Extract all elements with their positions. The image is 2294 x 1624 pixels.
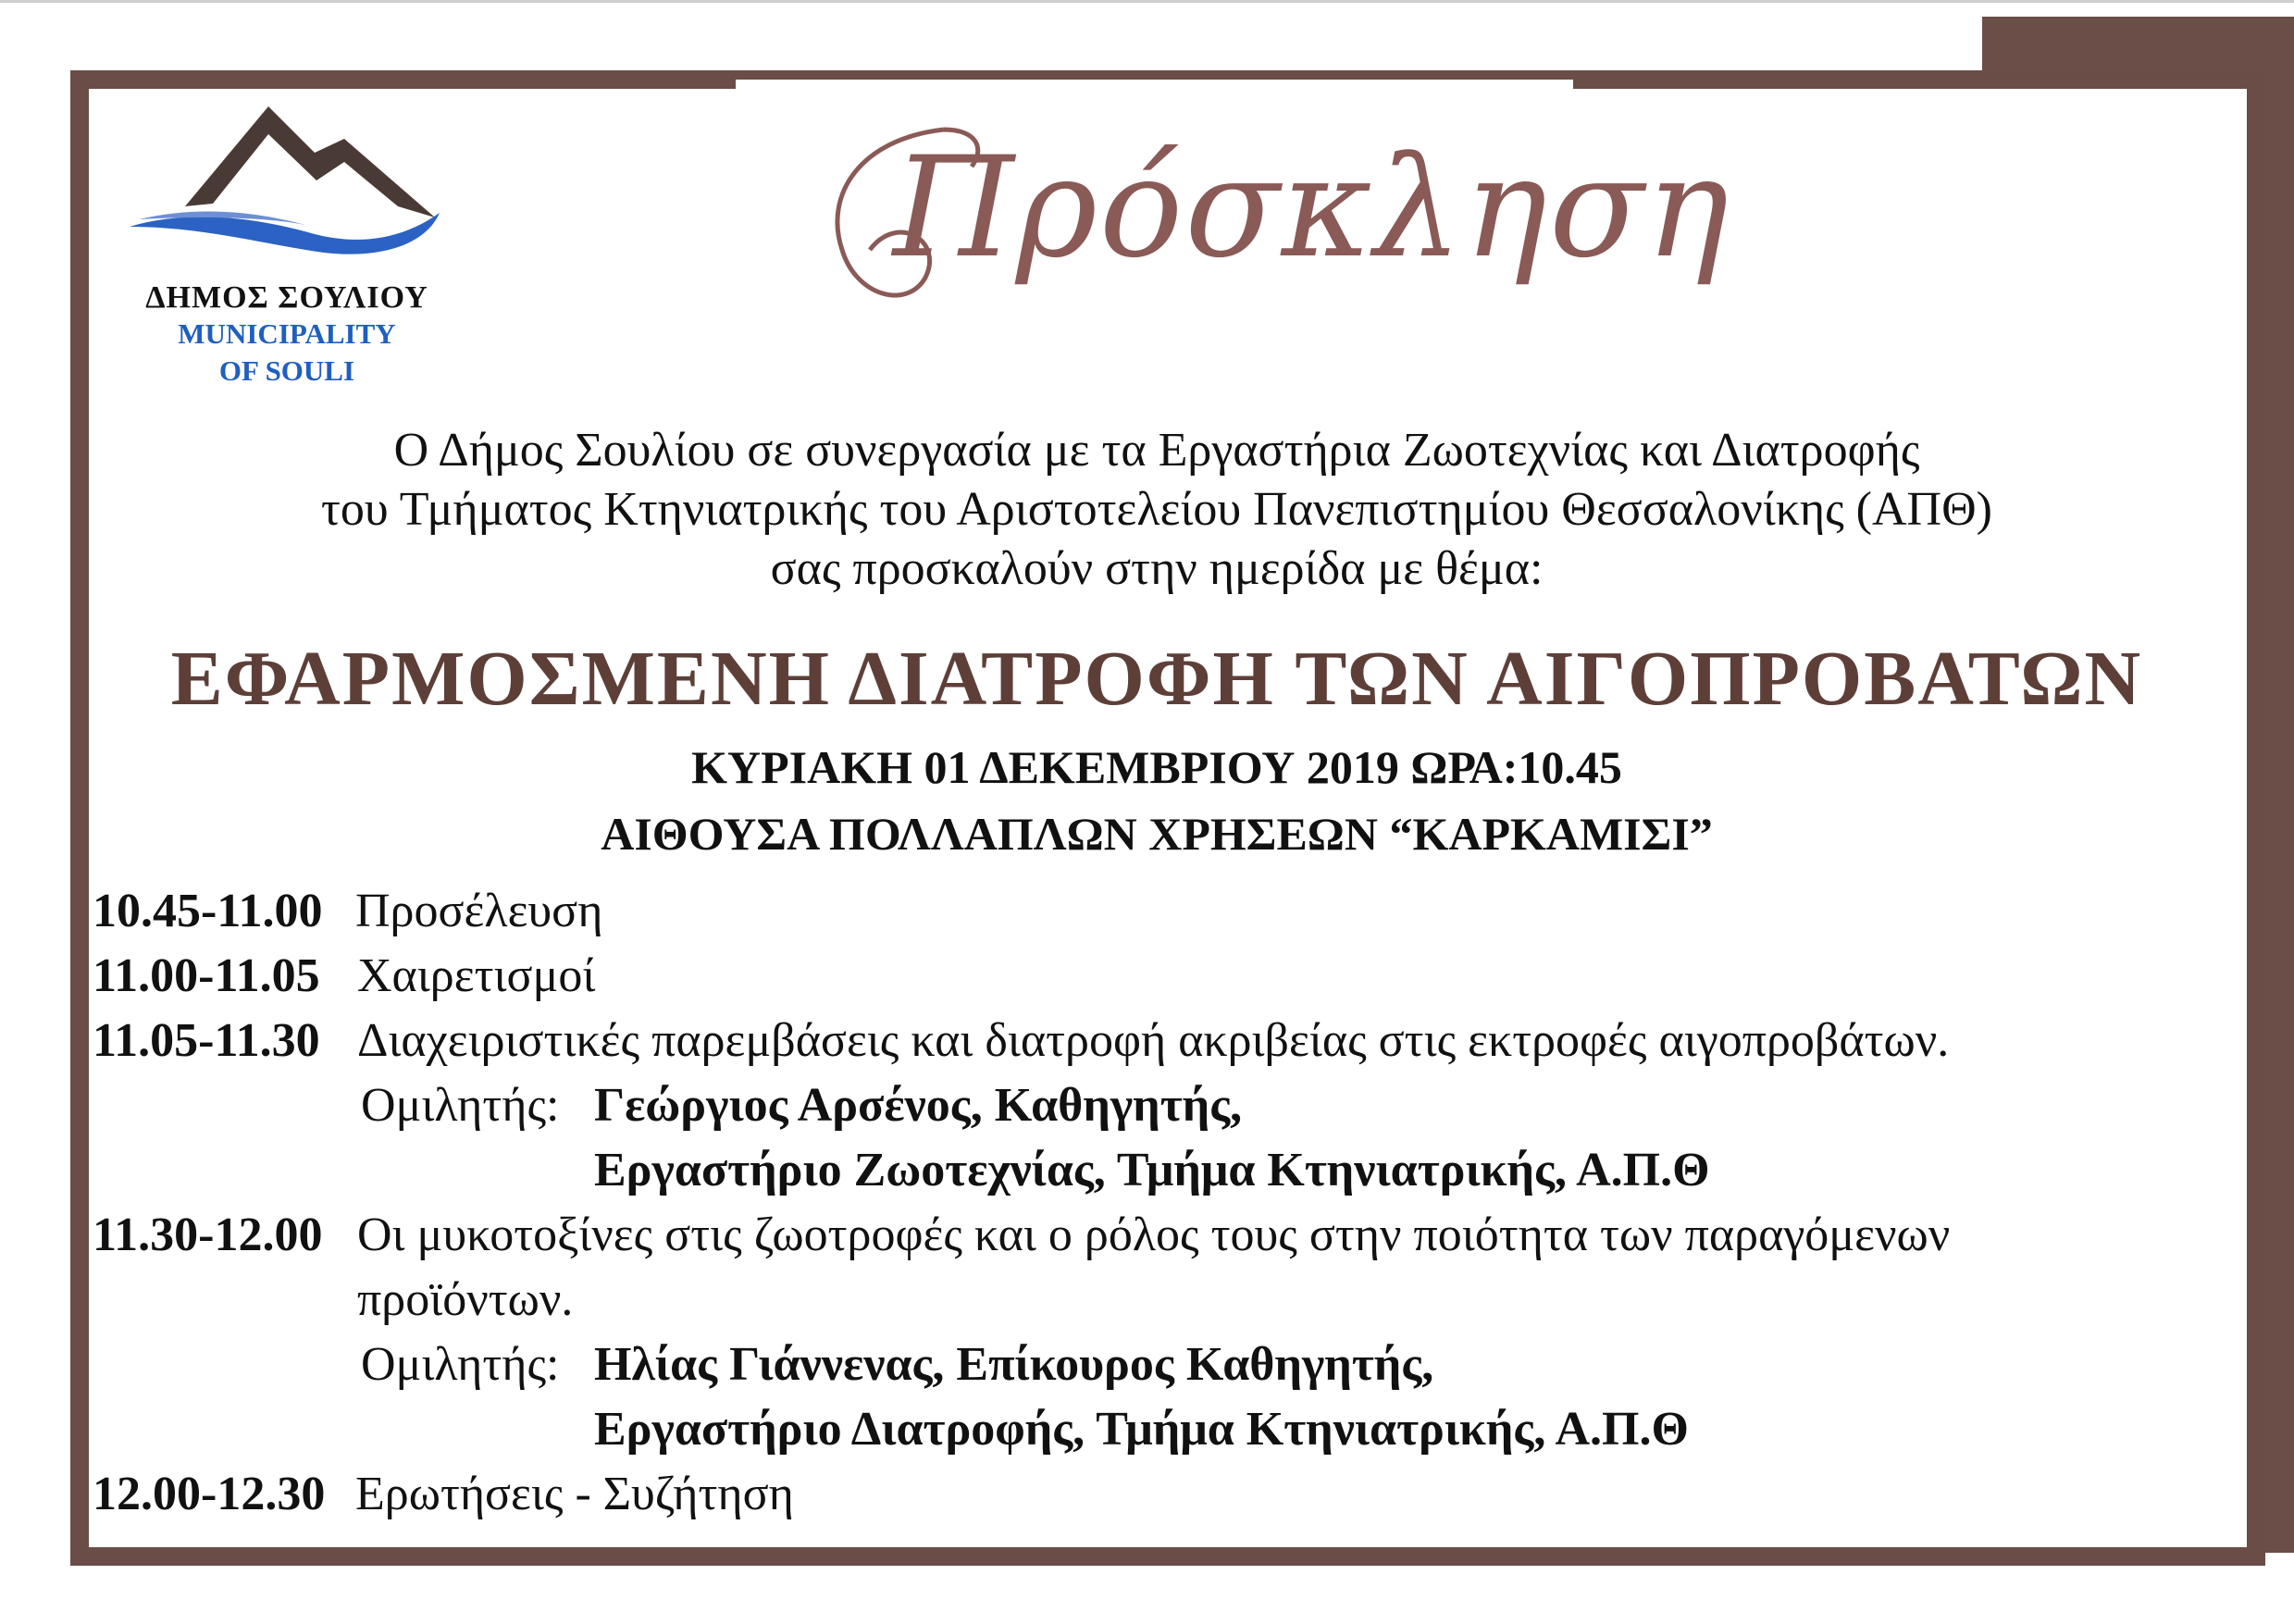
- speaker-name: Ηλίας Γιάννενας, Επίκουρος Καθηγητής,: [594, 1338, 1434, 1391]
- program-title: Προσέλευση: [355, 885, 603, 937]
- event-headline: ΕΦΑΡΜΟΣΜΕΝΗ ΔΙΑΤΡΟΦΗ ΤΩΝ ΑΙΓΟΠΡΟΒΑΤΩΝ: [170, 636, 2143, 722]
- event-venue: ΑΙΘΟΥΣΑ ΠΟΛΛΑΠΛΩΝ ΧΡΗΣΕΩΝ “ΚΑΡΚΑΜΙΣΙ”: [601, 808, 1713, 860]
- program-title: Χαιρετισμοί: [357, 949, 596, 1002]
- event-date-time: ΚΥΡΙΑΚΗ 01 ΔΕΚΕΜΒΡΙΟΥ 2019 ΩΡΑ:10.45: [691, 741, 1622, 793]
- program-speaker-row: [93, 1333, 2221, 1397]
- program-affiliation-row: [93, 1397, 2221, 1462]
- top-rule: [0, 0, 2294, 3]
- program-title: Διαχειριστικές παρεμβάσεις και διατροφή ακριβείας στις εκτροφές αιγοπροβάτων.: [357, 1014, 1950, 1067]
- program-time: 12.00-12.30: [93, 1468, 326, 1520]
- speaker-label: Ομιλητής:: [361, 1338, 560, 1391]
- page-title: Πρόσκληση: [893, 128, 1731, 289]
- speaker-name: Γεώργιος Αρσένος, Καθηγητής,: [594, 1079, 1243, 1132]
- program-time: 11.30-12.00: [93, 1209, 323, 1261]
- program-title-continuation: [93, 1268, 2221, 1333]
- program-time: 10.45-11.00: [93, 885, 323, 937]
- speaker-affiliation: Εργαστήριο Διατροφής, Τμήμα Κτηνιατρικής, Α.Π.Θ: [594, 1403, 1689, 1456]
- program-time: 11.00-11.05: [93, 949, 320, 1002]
- mountain-wave-icon: [130, 88, 444, 282]
- program-item: [93, 944, 2221, 1009]
- program-item: [93, 1462, 2221, 1527]
- program-title-cont: προϊόντων.: [357, 1273, 574, 1326]
- program-title: Οι μυκοτοξίνες στις ζωοτροφές και ο ρόλος τους στην ποιότητα των παραγόμενων: [357, 1209, 1951, 1261]
- speaker-label: Ομιλητής:: [361, 1079, 560, 1132]
- program-affiliation-row: [93, 1138, 2221, 1203]
- logo-english-line1: MUNICIPALITY: [178, 317, 396, 350]
- municipality-logo: [130, 88, 444, 393]
- speaker-affiliation: Εργαστήριο Ζωοτεχνίας, Τμήμα Κτηνιατρικής, Α.Π.Θ: [594, 1144, 1710, 1196]
- program-time: 11.05-11.30: [93, 1014, 320, 1067]
- program-list: [93, 879, 2221, 1527]
- program-speaker-row: [93, 1073, 2221, 1138]
- intro-line-1: Ο Δήμος Σουλίου σε συνεργασία με τα Εργαστήρια Ζωοτεχνίας και Διατροφής: [393, 424, 1920, 477]
- logo-english-line2: OF SOULI: [218, 354, 355, 387]
- intro-line-3: σας προσκαλούν στην ημερίδα με θέμα:: [770, 542, 1544, 595]
- logo-greek-name: ΔΗΜΟΣ ΣΟΥΛΙΟΥ: [145, 280, 428, 315]
- program-item: [93, 1009, 2221, 1073]
- intro-line-2: του Τμήματος Κτηνιατρικής του Αριστοτελείου Πανεπιστημίου Θεσσαλονίκης (ΑΠΘ): [321, 483, 1992, 536]
- program-item: [93, 1203, 2221, 1268]
- program-item: [93, 879, 2221, 944]
- program-title: Ερωτήσεις - Συζήτηση: [355, 1468, 794, 1520]
- intro-text: [93, 421, 2221, 599]
